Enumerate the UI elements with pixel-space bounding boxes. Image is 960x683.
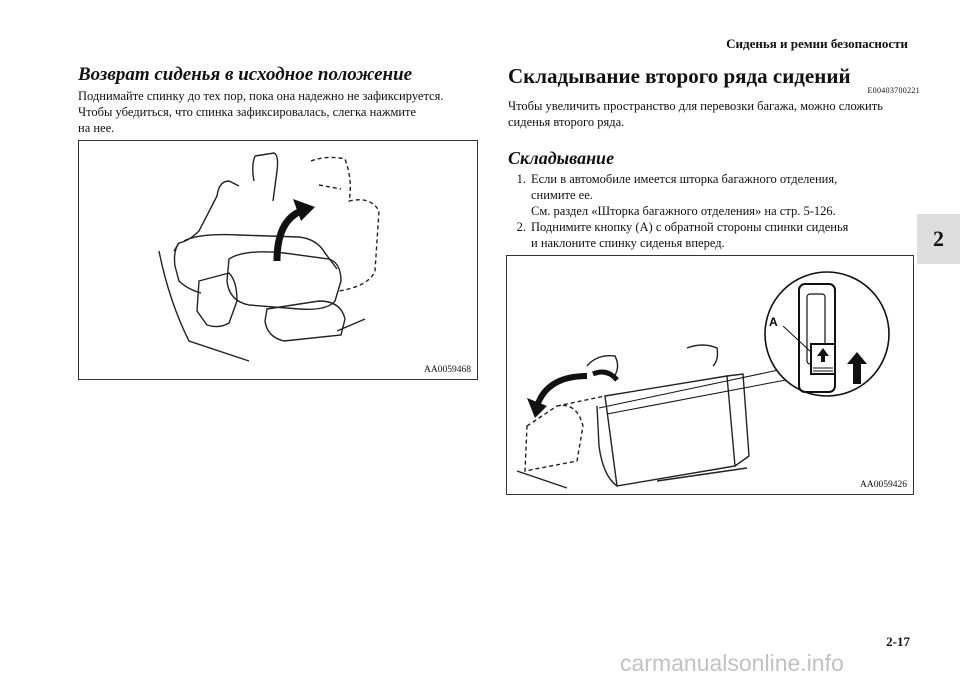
list-item: [508, 171, 920, 219]
figure-code: AA0059468: [424, 365, 471, 375]
seat-fold-drawing: [507, 256, 913, 494]
text-line: снимите ее.: [531, 188, 593, 202]
figure-code: AA0059426: [860, 480, 907, 490]
seat-fold-illustration: [506, 255, 914, 495]
subheading-folding: Складывание: [508, 148, 615, 168]
fold-paragraph: [508, 98, 920, 130]
text-line: Если в автомобиле имеется шторка багажного отделения,: [531, 172, 838, 186]
return-paragraph: [78, 88, 478, 136]
callout-a: A: [769, 315, 778, 329]
text-line: Чтобы убедиться, что спинка зафиксировалась, слегка нажмите: [78, 105, 417, 119]
text-line: Поднимайте спинку до тех пор, пока она надежно не зафиксируется.: [78, 89, 444, 103]
page-header: Сиденья и ремни безопасности: [726, 36, 908, 51]
text-line: См. раздел «Шторка багажного отделения» на стр. 5-126.: [531, 204, 836, 218]
seat-return-drawing: [79, 141, 477, 379]
step-number: 1.: [516, 172, 526, 186]
seat-return-illustration: [78, 140, 478, 380]
page-number: 2-17: [886, 634, 910, 649]
text-line: на нее.: [78, 121, 115, 135]
list-item: [508, 219, 920, 251]
chapter-tab: 2: [917, 214, 960, 264]
section-heading-return: Возврат сиденья в исходное положение: [78, 64, 413, 85]
right-column: [508, 64, 920, 251]
text-line: сиденья второго ряда.: [508, 115, 625, 129]
steps-list: [508, 171, 920, 251]
section-code: E00403700221: [867, 86, 920, 95]
detail-inset: [765, 272, 889, 396]
text-line: Поднимите кнопку (А) с обратной стороны спинки сиденья: [531, 220, 849, 234]
step-number: 2.: [516, 220, 526, 234]
watermark: carmanualsonline.info: [620, 650, 844, 676]
text-line: и наклоните спинку сиденья вперед.: [531, 236, 725, 250]
text-line: Чтобы увеличить пространство для перевозки багажа, можно сложить: [508, 99, 883, 113]
section-heading-fold: Складывание второго ряда сидений: [508, 64, 851, 88]
left-column: [78, 64, 478, 136]
